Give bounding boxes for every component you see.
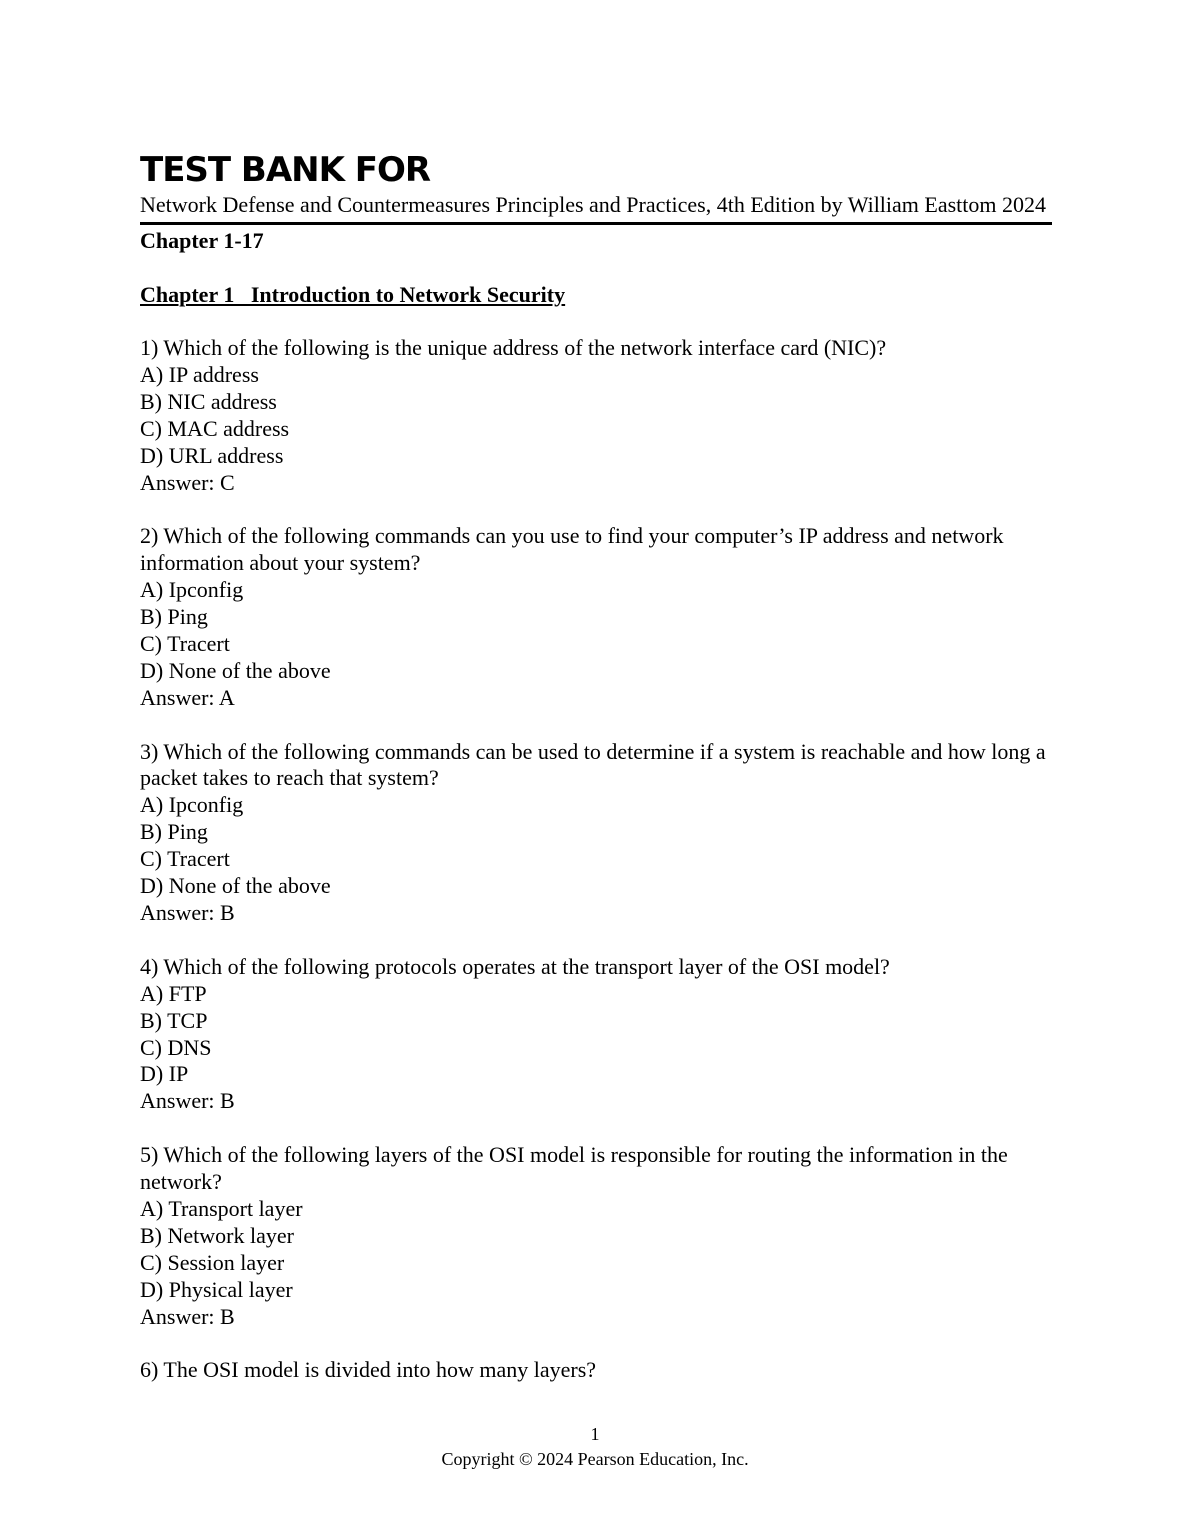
document-page bbox=[140, 150, 1052, 1411]
question-item bbox=[140, 1357, 1052, 1384]
answer-option: A) Ipconfig bbox=[140, 577, 244, 603]
answer-key: Answer: B bbox=[140, 1088, 235, 1114]
chapter-heading: Chapter 1 Introduction to Network Security bbox=[140, 282, 566, 307]
question-prompt: 4) Which of the following protocols operates at the transport layer of the OSI model? bbox=[140, 953, 890, 979]
answer-option: B) Ping bbox=[140, 604, 208, 630]
answer-key: Answer: C bbox=[140, 469, 235, 495]
question-item bbox=[140, 954, 1052, 1115]
book-subtitle: Network Defense and Countermeasures Principles and Practices, 4th Edition by William Easttom 2024 bbox=[140, 192, 1047, 217]
answer-option: C) Tracert bbox=[140, 846, 230, 872]
answer-option: B) TCP bbox=[140, 1007, 208, 1033]
answer-key: Answer: A bbox=[140, 684, 235, 710]
answer-option: D) URL address bbox=[140, 442, 284, 468]
answer-option: D) None of the above bbox=[140, 873, 331, 899]
answer-option: C) DNS bbox=[140, 1034, 212, 1060]
banner-title: TEST BANK FOR bbox=[140, 150, 431, 190]
answer-option: D) IP bbox=[140, 1061, 189, 1087]
answer-option: C) MAC address bbox=[140, 415, 290, 441]
question-prompt: 5) Which of the following layers of the OSI model is responsible for routing the information in the network? bbox=[140, 1142, 1008, 1195]
copyright-notice: Copyright © 2024 Pearson Education, Inc. bbox=[441, 1449, 749, 1469]
answer-option: D) Physical layer bbox=[140, 1276, 293, 1302]
answer-option: A) IP address bbox=[140, 361, 259, 387]
page-number: 1 bbox=[590, 1424, 600, 1444]
question-prompt: 3) Which of the following commands can be used to determine if a system is reachable and how long a packet takes to reach that system? bbox=[140, 738, 1046, 791]
question-item bbox=[140, 523, 1052, 711]
answer-option: B) Network layer bbox=[140, 1222, 294, 1248]
question-prompt: 1) Which of the following is the unique address of the network interface card (NIC)? bbox=[140, 335, 887, 360]
answer-option: C) Session layer bbox=[140, 1249, 285, 1275]
answer-key: Answer: B bbox=[140, 900, 235, 925]
answer-option: D) None of the above bbox=[140, 657, 331, 683]
question-list bbox=[140, 335, 1052, 1384]
answer-option: B) NIC address bbox=[140, 388, 277, 414]
question-prompt: 2) Which of the following commands can you use to find your computer’s IP address and network information about your system? bbox=[140, 523, 1004, 576]
question-item bbox=[140, 335, 1052, 496]
answer-option: A) Transport layer bbox=[140, 1195, 303, 1221]
question-item bbox=[140, 1142, 1052, 1330]
answer-option: C) Tracert bbox=[140, 630, 230, 656]
answer-option: B) Ping bbox=[140, 819, 208, 845]
question-item bbox=[140, 739, 1052, 927]
header-divider bbox=[140, 222, 1052, 225]
question-prompt: 6) The OSI model is divided into how many layers? bbox=[140, 1357, 597, 1383]
answer-option: A) FTP bbox=[140, 980, 207, 1006]
chapter-range: Chapter 1-17 bbox=[140, 228, 264, 253]
answer-key: Answer: B bbox=[140, 1303, 235, 1329]
answer-option: A) Ipconfig bbox=[140, 792, 244, 818]
